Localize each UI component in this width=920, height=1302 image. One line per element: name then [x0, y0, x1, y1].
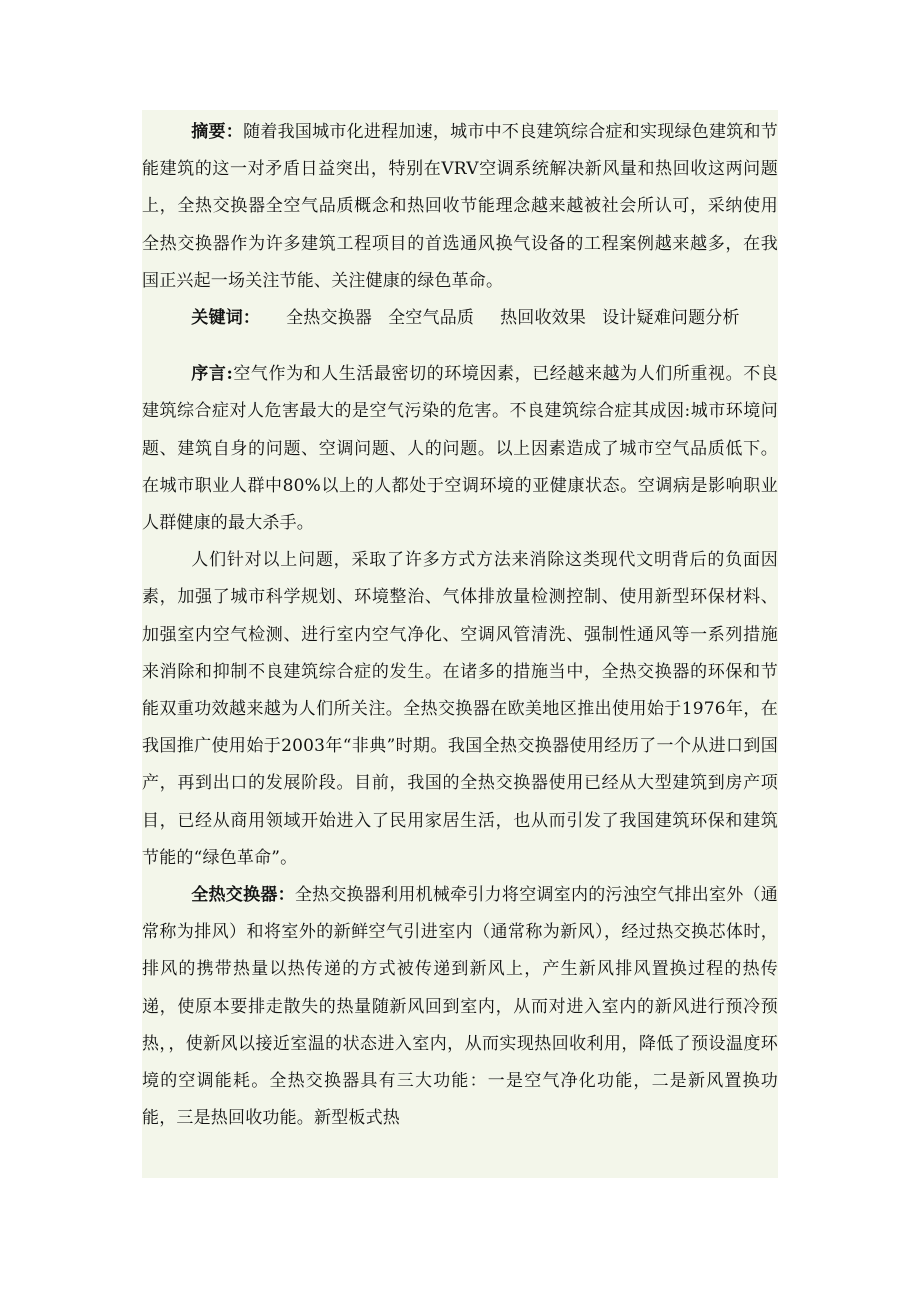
keywords-label: 关键词： — [191, 308, 261, 329]
heat-exchanger-label: 全热交换器： — [191, 885, 295, 906]
keyword-item: 热回收效果 — [500, 308, 587, 329]
keyword-item: 设计疑难问题分析 — [602, 308, 740, 329]
body-paragraph: 人们针对以上问题，采取了许多方式方法来消除这类现代文明背后的负面因素，加强了城市科学规划、环境整治、气体排放量检测控制、使用新型环保材料、加强室内空气检测、进行室内空气净化、空调风管清洗、强制性通风等一系列措施来消除和抑制不良建筑综合症的发生。在诸多的措施当中，全热交换器的环保和节能双重功效越来越为人们所关注。全热交换器在欧美地区推出使用始于1976年，在我国推广使用始于2003年“非典”时期。我国全热交换器使用经历了一个从进口到国产，再到出口的发展阶段。目前，我国的全热交换器使用已经从大型建筑到房产项目，已经从商用领域开始进入了民用家居生活，也从而引发了我国建筑环保和建筑节能的“绿色革命”。 — [142, 550, 778, 868]
abstract-label: 摘要： — [191, 122, 244, 142]
keyword-item: 全空气品质 — [388, 308, 475, 329]
heat-exchanger-text: 全热交换器利用机械牵引力将空调室内的污浊空气排出室外（通常称为排风）和将室外的新鲜空气引进室内（通常称为新风），经过热交换芯体时，排风的携带热量以热传递的方式被传递到新风上，产生新风排风置换过程的热传递，使原本要排走散失的热量随新风回到室内，从而对进入室内的新风进行预冷预热，，使新风以接近室温的状态进入室内，从而实现热回收利用，降低了预设温度环境的空调能耗。全热交换器具有三大功能：一是空气净化功能，二是新风置换功能，三是热回收功能。新型板式热 — [142, 885, 778, 1129]
abstract-paragraph — [142, 114, 778, 300]
heat-exchanger-paragraph — [142, 877, 778, 1137]
abstract-text: 随着我国城市化进程加速，城市中不良建筑综合症和实现绿色建筑和节能建筑的这一对矛盾日益突出，特别在VRV空调系统解决新风量和热回收这两问题上，全热交换器全空气品质概念和热回收节能理念越来越被社会所认可，采纳使用全热交换器作为许多建筑工程项目的首选通风换气设备的工程案例越来越多，在我国正兴起一场关注节能、关注健康的绿色革命。 — [142, 122, 778, 291]
keyword-item: 全热交换器 — [286, 308, 373, 329]
preface-text: 空气作为和人生活最密切的环境因素，已经越来越为人们所重视。不良建筑综合症对人危害最大的是空气污染的危害。不良建筑综合症其成因:城市环境问题、建筑自身的问题、空调问题、人的问题。以上因素造成了城市空气品质低下。在城市职业人群中80%以上的人都处于空调环境的亚健康状态。空调病是影响职业人群健康的最大杀手。 — [142, 364, 778, 534]
document-body — [142, 114, 778, 1137]
preface-paragraph — [142, 356, 778, 542]
preface-label: 序言: — [191, 364, 233, 385]
document-page — [142, 110, 778, 1178]
keywords-paragraph — [142, 300, 778, 337]
